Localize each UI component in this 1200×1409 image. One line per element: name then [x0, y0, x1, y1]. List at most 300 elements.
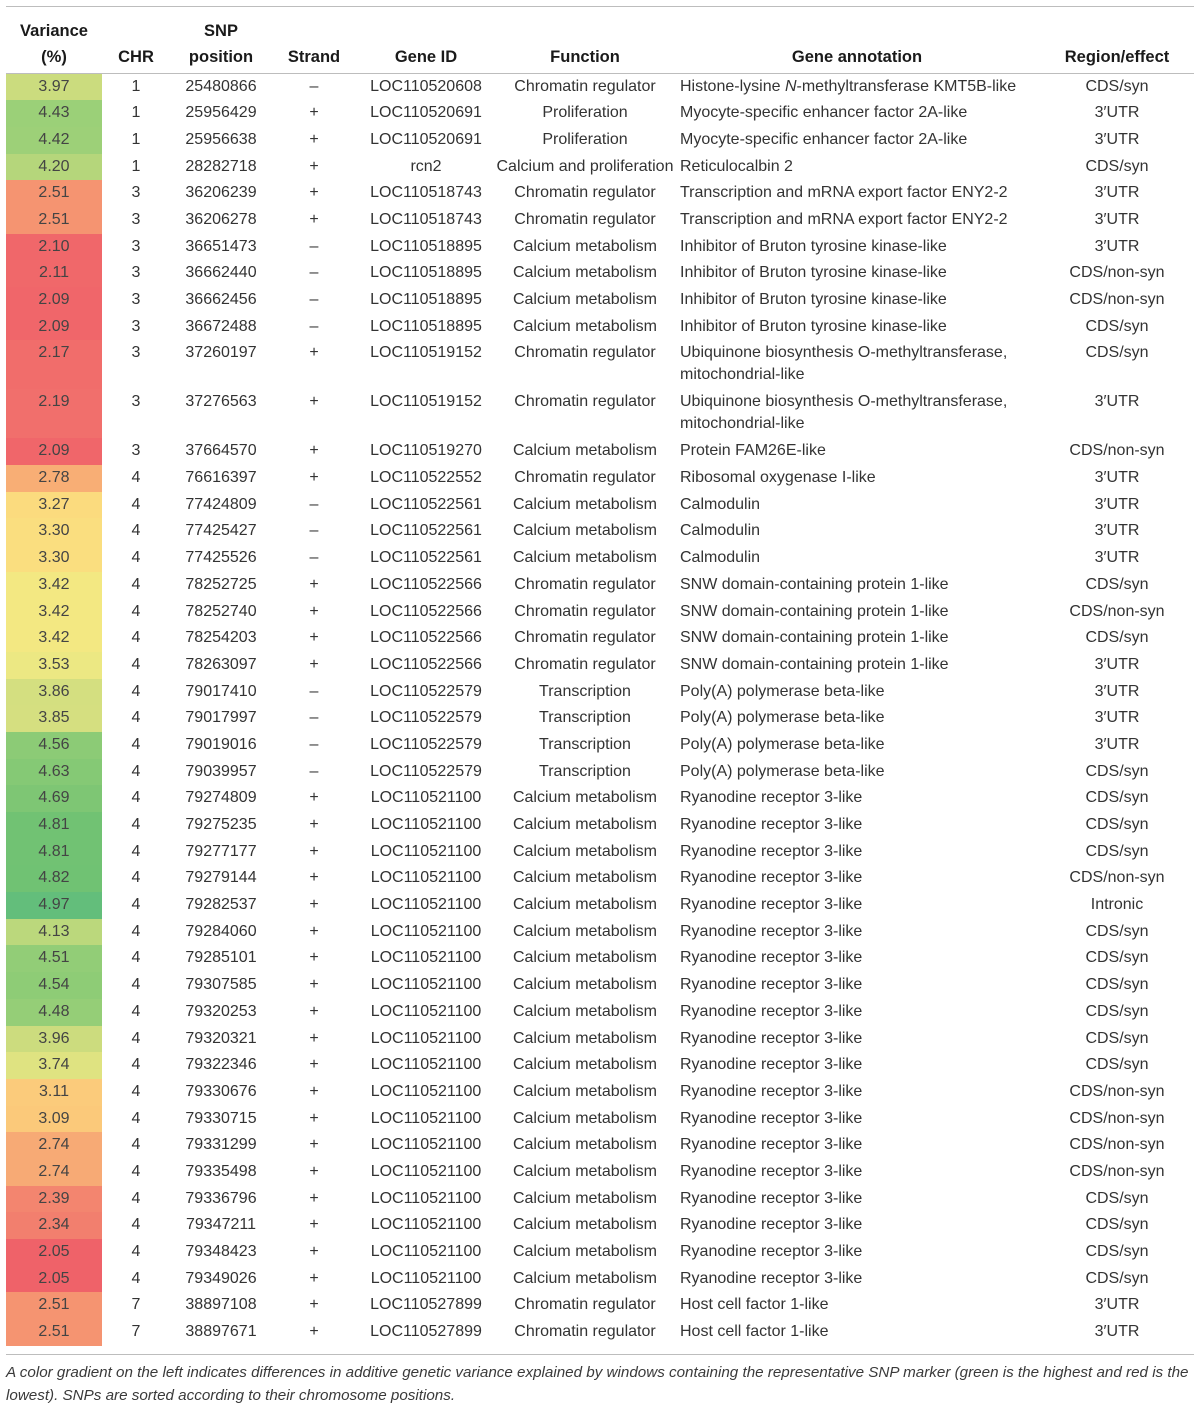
cell-variance: 3.86 [6, 679, 102, 706]
cell-strand: + [309, 104, 319, 122]
cell-snp-position: 79330715 [185, 1109, 257, 1127]
annotation-text: Transcription and mRNA export factor ENY2-2 [680, 184, 1008, 202]
cell-gene-id: LOC110518743 [370, 210, 482, 228]
cell-snp-position: 79320253 [185, 1002, 257, 1020]
cell-gene-annotation [674, 1266, 1040, 1293]
annotation-text-suffix: -methyltransferase KMT5B-like [796, 78, 1017, 95]
cell-chr: 3 [131, 317, 141, 335]
annotation-text: Calmodulin [680, 495, 761, 513]
annotation-text: Ryanodine receptor 3-like [680, 976, 863, 994]
cell-chr: 3 [131, 442, 141, 460]
cell-chr: 4 [131, 1029, 141, 1047]
cell-gene-annotation [674, 972, 1040, 999]
annotation-text: Ryanodine receptor 3-like [680, 922, 863, 940]
cell-strand: – [309, 735, 319, 753]
cell-gene-id: LOC110521100 [370, 949, 482, 967]
cell-region-effect: 3′UTR [1094, 655, 1140, 673]
cell-function: Calcium and proliferation [496, 157, 674, 175]
cell-snp-position: 77424809 [185, 495, 257, 513]
cell-strand: + [309, 869, 319, 887]
cell-strand: + [309, 1162, 319, 1180]
cell-gene-id: LOC110520691 [370, 130, 482, 148]
annotation-text: Poly(A) polymerase beta-like [680, 709, 885, 727]
cell-strand: – [309, 264, 319, 282]
cell-region-effect: CDS/syn [1085, 816, 1149, 833]
cell-strand: + [309, 602, 319, 620]
cell-snp-position: 36662440 [185, 264, 257, 282]
cell-region-effect: CDS/syn [1085, 922, 1149, 940]
cell-gene-id: LOC110521100 [370, 869, 482, 887]
annotation-text: Ryanodine receptor 3-like [680, 816, 863, 833]
cell-chr: 4 [131, 816, 141, 833]
cell-region-effect: CDS/non-syn [1069, 264, 1165, 282]
cell-variance: 4.81 [6, 812, 102, 839]
cell-function: Transcription [539, 682, 631, 700]
cell-gene-id: LOC110519152 [370, 393, 482, 411]
cell-variance: 2.17 [6, 340, 102, 389]
cell-region-effect: CDS/syn [1085, 1243, 1149, 1260]
cell-strand: + [309, 1269, 319, 1287]
annotation-text: Ryanodine receptor 3-like [680, 1189, 863, 1207]
cell-snp-position: 79284060 [185, 922, 257, 940]
cell-snp-position: 79320321 [185, 1029, 257, 1047]
table-row [6, 599, 1194, 626]
cell-variance: 3.42 [6, 572, 102, 599]
cell-variance: 3.27 [6, 492, 102, 519]
header-snp-line1: SNP [170, 7, 272, 42]
cell-gene-annotation [674, 492, 1040, 519]
cell-gene-annotation [674, 892, 1040, 919]
cell-strand: + [309, 157, 319, 175]
cell-strand: + [309, 922, 319, 940]
cell-function: Calcium metabolism [512, 442, 658, 460]
header-variance-line2: (%) [6, 41, 102, 74]
cell-gene-id: LOC110518895 [370, 264, 482, 282]
header-snp-line2: position [170, 41, 272, 74]
cell-gene-annotation [674, 1292, 1040, 1319]
cell-strand: – [309, 549, 319, 567]
cell-strand: – [309, 495, 319, 513]
annotation-text: Calmodulin [680, 522, 761, 540]
cell-variance: 4.42 [6, 127, 102, 154]
cell-strand: + [309, 1136, 319, 1154]
cell-gene-annotation [674, 1132, 1040, 1159]
cell-region-effect: CDS/syn [1085, 1056, 1149, 1074]
cell-region-effect: 3′UTR [1094, 709, 1140, 727]
cell-gene-id: LOC110522561 [370, 522, 482, 540]
cell-region-effect: CDS/syn [1085, 1216, 1149, 1234]
cell-chr: 4 [131, 1269, 141, 1287]
header-gene-annotation: Gene annotation [674, 41, 1040, 74]
cell-gene-annotation [674, 812, 1040, 839]
cell-function: Calcium metabolism [512, 317, 658, 335]
cell-region-effect: Intronic [1090, 896, 1144, 914]
cell-region-effect: CDS/non-syn [1069, 602, 1165, 620]
cell-gene-id: LOC110522561 [370, 495, 482, 513]
cell-gene-annotation [674, 314, 1040, 341]
table-row [6, 127, 1194, 154]
annotation-text: Inhibitor of Bruton tyrosine kinase-like [680, 317, 947, 335]
cell-gene-annotation [674, 234, 1040, 261]
cell-function: Calcium metabolism [512, 1216, 658, 1234]
cell-region-effect: CDS/non-syn [1069, 442, 1165, 460]
annotation-text: SNW domain-containing protein 1-like [680, 629, 949, 647]
cell-function: Calcium metabolism [512, 869, 658, 887]
annotation-text: Myocyte-specific enhancer factor 2A-like [680, 104, 968, 122]
cell-strand: + [309, 949, 319, 967]
annotation-text: Ryanodine receptor 3-like [680, 869, 863, 887]
header-function: Function [496, 41, 674, 74]
cell-strand: + [309, 1296, 319, 1314]
cell-snp-position: 77425427 [185, 522, 257, 540]
cell-variance: 3.97 [6, 74, 102, 101]
cell-gene-id: LOC110522566 [370, 655, 482, 673]
cell-gene-id: LOC110521100 [370, 1109, 482, 1127]
cell-function: Chromatin regulator [514, 184, 656, 202]
cell-chr: 4 [131, 709, 141, 727]
cell-snp-position: 79274809 [185, 789, 257, 807]
cell-region-effect: 3′UTR [1094, 130, 1140, 148]
cell-variance: 3.09 [6, 1106, 102, 1133]
cell-strand: + [309, 896, 319, 914]
cell-gene-annotation [674, 572, 1040, 599]
cell-snp-position: 38897671 [185, 1323, 257, 1341]
cell-gene-annotation [674, 1319, 1040, 1346]
cell-function: Chromatin regulator [514, 210, 656, 228]
cell-function: Calcium metabolism [512, 976, 658, 994]
annotation-text: Ryanodine receptor 3-like [680, 1243, 863, 1260]
cell-region-effect: CDS/syn [1085, 1002, 1149, 1020]
cell-function: Calcium metabolism [512, 522, 658, 540]
cell-gene-id: LOC110518895 [370, 291, 482, 308]
cell-gene-annotation [674, 1212, 1040, 1239]
cell-snp-position: 79349026 [185, 1269, 257, 1287]
table-row [6, 1292, 1194, 1319]
cell-snp-position: 79279144 [185, 869, 257, 887]
table-row [6, 785, 1194, 812]
cell-region-effect: CDS/syn [1085, 949, 1149, 967]
cell-chr: 3 [131, 210, 141, 228]
table-row [6, 1079, 1194, 1106]
cell-chr: 7 [131, 1296, 141, 1314]
cell-region-effect: CDS/syn [1085, 842, 1149, 860]
cell-gene-id: rcn2 [410, 157, 442, 175]
table-row [6, 572, 1194, 599]
cell-chr: 4 [131, 789, 141, 807]
annotation-text: SNW domain-containing protein 1-like [680, 575, 949, 593]
cell-gene-id: LOC110521100 [370, 816, 482, 833]
annotation-text: Ryanodine receptor 3-like [680, 949, 863, 967]
annotation-text: Ryanodine receptor 3-like [680, 1136, 863, 1154]
cell-chr: 1 [131, 157, 141, 175]
cell-strand: + [309, 816, 319, 833]
cell-variance: 4.48 [6, 999, 102, 1026]
cell-chr: 4 [131, 575, 141, 593]
cell-gene-id: LOC110518743 [370, 184, 482, 202]
cell-strand: – [309, 291, 319, 308]
cell-strand: + [309, 442, 319, 460]
annotation-text: Ryanodine receptor 3-like [680, 1162, 863, 1180]
cell-gene-id: LOC110521100 [370, 976, 482, 994]
cell-gene-id: LOC110522566 [370, 575, 482, 593]
cell-gene-annotation [674, 545, 1040, 572]
cell-variance: 4.13 [6, 919, 102, 946]
cell-variance: 2.51 [6, 180, 102, 207]
cell-chr: 4 [131, 495, 141, 513]
cell-snp-position: 77425526 [185, 549, 257, 567]
cell-snp-position: 79331299 [185, 1136, 257, 1154]
cell-strand: – [309, 237, 319, 255]
cell-strand: + [309, 1243, 319, 1260]
table-row [6, 759, 1194, 786]
cell-chr: 4 [131, 735, 141, 753]
cell-function: Calcium metabolism [512, 1029, 658, 1047]
cell-variance: 2.10 [6, 234, 102, 261]
cell-strand: + [309, 629, 319, 647]
cell-chr: 3 [131, 184, 141, 202]
cell-gene-id: LOC110518895 [370, 237, 482, 255]
table-row [6, 314, 1194, 341]
cell-region-effect: CDS/non-syn [1069, 869, 1165, 887]
cell-chr: 4 [131, 469, 141, 487]
cell-variance: 2.74 [6, 1132, 102, 1159]
table-row [6, 1106, 1194, 1133]
cell-region-effect: 3′UTR [1094, 735, 1140, 753]
cell-variance: 3.96 [6, 1026, 102, 1053]
table-row [6, 1319, 1194, 1346]
cell-chr: 4 [131, 842, 141, 860]
cell-gene-id: LOC110521100 [370, 1002, 482, 1020]
cell-function: Chromatin regulator [514, 575, 656, 593]
cell-snp-position: 79335498 [185, 1162, 257, 1180]
cell-snp-position: 79330676 [185, 1082, 257, 1100]
cell-variance: 4.81 [6, 839, 102, 866]
annotation-text: Ryanodine receptor 3-like [680, 842, 863, 860]
cell-strand: – [309, 762, 319, 780]
cell-region-effect: CDS/non-syn [1069, 1136, 1165, 1154]
cell-variance: 3.30 [6, 545, 102, 572]
annotation-text: Poly(A) polymerase beta-like [680, 682, 885, 700]
annotation-text: Ryanodine receptor 3-like [680, 1082, 863, 1100]
cell-gene-annotation [674, 865, 1040, 892]
table-row [6, 154, 1194, 181]
cell-gene-id: LOC110520691 [370, 104, 482, 122]
cell-gene-annotation [674, 340, 1040, 389]
cell-gene-annotation [674, 260, 1040, 287]
cell-function: Proliferation [542, 104, 628, 122]
cell-chr: 4 [131, 976, 141, 994]
cell-function: Calcium metabolism [512, 1056, 658, 1074]
cell-variance: 2.51 [6, 1319, 102, 1346]
cell-gene-id: LOC110522561 [370, 549, 482, 567]
cell-gene-id: LOC110521100 [370, 1136, 482, 1154]
cell-snp-position: 37260197 [185, 344, 257, 362]
table-row [6, 234, 1194, 261]
cell-region-effect: CDS/syn [1085, 1029, 1149, 1047]
cell-gene-annotation [674, 945, 1040, 972]
table-row [6, 1266, 1194, 1293]
table-row [6, 340, 1194, 389]
table-row [6, 518, 1194, 545]
cell-variance: 3.11 [6, 1079, 102, 1106]
annotation-text: Histone-lysine [680, 78, 785, 95]
cell-function: Chromatin regulator [514, 1323, 656, 1341]
annotation-text: Host cell factor 1-like [680, 1323, 829, 1341]
cell-variance: 4.69 [6, 785, 102, 812]
annotation-text: Poly(A) polymerase beta-like [680, 735, 885, 753]
cell-gene-id: LOC110521100 [370, 896, 482, 914]
table-row [6, 1052, 1194, 1079]
cell-variance: 2.51 [6, 207, 102, 234]
cell-gene-annotation [674, 732, 1040, 759]
cell-gene-id: LOC110522552 [370, 469, 482, 487]
cell-strand: – [309, 317, 319, 335]
cell-variance: 2.34 [6, 1212, 102, 1239]
cell-function: Chromatin regulator [514, 344, 656, 362]
cell-snp-position: 36206278 [185, 210, 257, 228]
cell-chr: 4 [131, 1082, 141, 1100]
cell-function: Calcium metabolism [512, 816, 658, 833]
cell-strand: + [309, 1029, 319, 1047]
cell-gene-id: LOC110521100 [370, 1082, 482, 1100]
cell-snp-position: 78263097 [185, 655, 257, 673]
cell-chr: 4 [131, 1216, 141, 1234]
cell-gene-annotation [674, 438, 1040, 465]
cell-variance: 2.19 [6, 389, 102, 438]
cell-snp-position: 36206239 [185, 184, 257, 202]
cell-function: Chromatin regulator [514, 469, 656, 487]
annotation-text: Ubiquinone biosynthesis O-methyltransferase, mitochondrial-like [680, 393, 1008, 433]
cell-gene-id: LOC110522579 [370, 682, 482, 700]
cell-chr: 4 [131, 869, 141, 887]
table-row [6, 1159, 1194, 1186]
cell-function: Transcription [539, 735, 631, 753]
cell-snp-position: 79019016 [185, 735, 257, 753]
annotation-text: Inhibitor of Bruton tyrosine kinase-like [680, 264, 947, 282]
cell-region-effect: CDS/syn [1085, 789, 1149, 807]
cell-snp-position: 79277177 [185, 842, 257, 860]
cell-gene-annotation [674, 1106, 1040, 1133]
cell-region-effect: CDS/syn [1085, 575, 1149, 593]
cell-function: Calcium metabolism [512, 1162, 658, 1180]
annotation-text: Ryanodine receptor 3-like [680, 1216, 863, 1234]
cell-function: Calcium metabolism [512, 949, 658, 967]
cell-region-effect: CDS/syn [1085, 317, 1149, 335]
table-row [6, 892, 1194, 919]
cell-region-effect: CDS/non-syn [1069, 1082, 1165, 1100]
cell-strand: + [309, 655, 319, 673]
header-chr: CHR [102, 41, 170, 74]
cell-region-effect: CDS/syn [1085, 344, 1149, 362]
table-row [6, 389, 1194, 438]
cell-gene-id: LOC110521100 [370, 1269, 482, 1287]
cell-gene-annotation [674, 599, 1040, 626]
cell-gene-annotation [674, 180, 1040, 207]
cell-gene-id: LOC110518895 [370, 317, 482, 335]
table-row [6, 865, 1194, 892]
cell-variance: 4.82 [6, 865, 102, 892]
cell-region-effect: 3′UTR [1094, 469, 1140, 487]
cell-strand: – [309, 522, 319, 540]
table-caption: A color gradient on the left indicates differences in additive genetic variance explained by windows containing the representative SNP marker (green is the highest and red is the lowest). SNPs are sorted according to their chromosome positions. [6, 1364, 1189, 1404]
cell-snp-position: 25956638 [185, 130, 257, 148]
header-strand: Strand [272, 41, 356, 74]
cell-function: Calcium metabolism [512, 237, 658, 255]
cell-region-effect: CDS/non-syn [1069, 291, 1165, 308]
annotation-text: Ribosomal oxygenase I-like [680, 469, 876, 487]
cell-function: Calcium metabolism [512, 896, 658, 914]
cell-strand: – [309, 709, 319, 727]
cell-gene-id: LOC110520608 [370, 78, 482, 95]
annotation-text: Ryanodine receptor 3-like [680, 1269, 863, 1287]
cell-gene-annotation [674, 919, 1040, 946]
cell-chr: 3 [131, 344, 141, 362]
cell-gene-annotation [674, 1079, 1040, 1106]
table-row [6, 919, 1194, 946]
cell-function: Calcium metabolism [512, 1189, 658, 1207]
annotation-text: SNW domain-containing protein 1-like [680, 602, 949, 620]
cell-function: Calcium metabolism [512, 1109, 658, 1127]
cell-variance: 2.39 [6, 1186, 102, 1213]
cell-variance: 3.53 [6, 652, 102, 679]
cell-gene-annotation [674, 1026, 1040, 1053]
annotation-text: Calmodulin [680, 549, 761, 567]
cell-function: Transcription [539, 762, 631, 780]
cell-gene-id: LOC110522579 [370, 762, 482, 780]
cell-snp-position: 36651473 [185, 237, 257, 255]
table-row [6, 999, 1194, 1026]
cell-variance: 3.74 [6, 1052, 102, 1079]
cell-variance: 4.97 [6, 892, 102, 919]
snp-table [6, 6, 1194, 1346]
cell-gene-annotation [674, 625, 1040, 652]
cell-snp-position: 37276563 [185, 393, 257, 411]
cell-gene-id: LOC110522566 [370, 602, 482, 620]
cell-variance: 4.43 [6, 100, 102, 127]
cell-gene-annotation [674, 518, 1040, 545]
cell-chr: 4 [131, 522, 141, 540]
cell-function: Calcium metabolism [512, 495, 658, 513]
cell-strand: + [309, 210, 319, 228]
cell-gene-annotation [674, 1052, 1040, 1079]
cell-function: Chromatin regulator [514, 629, 656, 647]
cell-snp-position: 36662456 [185, 291, 257, 308]
cell-snp-position: 37664570 [185, 442, 257, 460]
cell-variance: 2.09 [6, 287, 102, 314]
table-body [6, 74, 1194, 1346]
annotation-text: Ryanodine receptor 3-like [680, 1056, 863, 1074]
annotation-text: Ubiquinone biosynthesis O-methyltransferase, mitochondrial-like [680, 344, 1008, 384]
cell-strand: + [309, 1002, 319, 1020]
cell-region-effect: 3′UTR [1094, 1323, 1140, 1341]
header-region-effect: Region/effect [1040, 41, 1194, 74]
table-row [6, 812, 1194, 839]
cell-variance: 2.09 [6, 438, 102, 465]
annotation-text: Ryanodine receptor 3-like [680, 1029, 863, 1047]
cell-strand: + [309, 1216, 319, 1234]
cell-strand: + [309, 1056, 319, 1074]
cell-region-effect: CDS/syn [1085, 629, 1149, 647]
cell-function: Chromatin regulator [514, 1296, 656, 1314]
cell-snp-position: 76616397 [185, 469, 257, 487]
cell-variance: 4.20 [6, 154, 102, 181]
cell-gene-id: LOC110527899 [370, 1323, 482, 1341]
cell-function: Calcium metabolism [512, 291, 658, 308]
annotation-text: Ryanodine receptor 3-like [680, 1002, 863, 1020]
cell-variance: 4.56 [6, 732, 102, 759]
cell-function: Calcium metabolism [512, 1136, 658, 1154]
cell-snp-position: 79336796 [185, 1189, 257, 1207]
